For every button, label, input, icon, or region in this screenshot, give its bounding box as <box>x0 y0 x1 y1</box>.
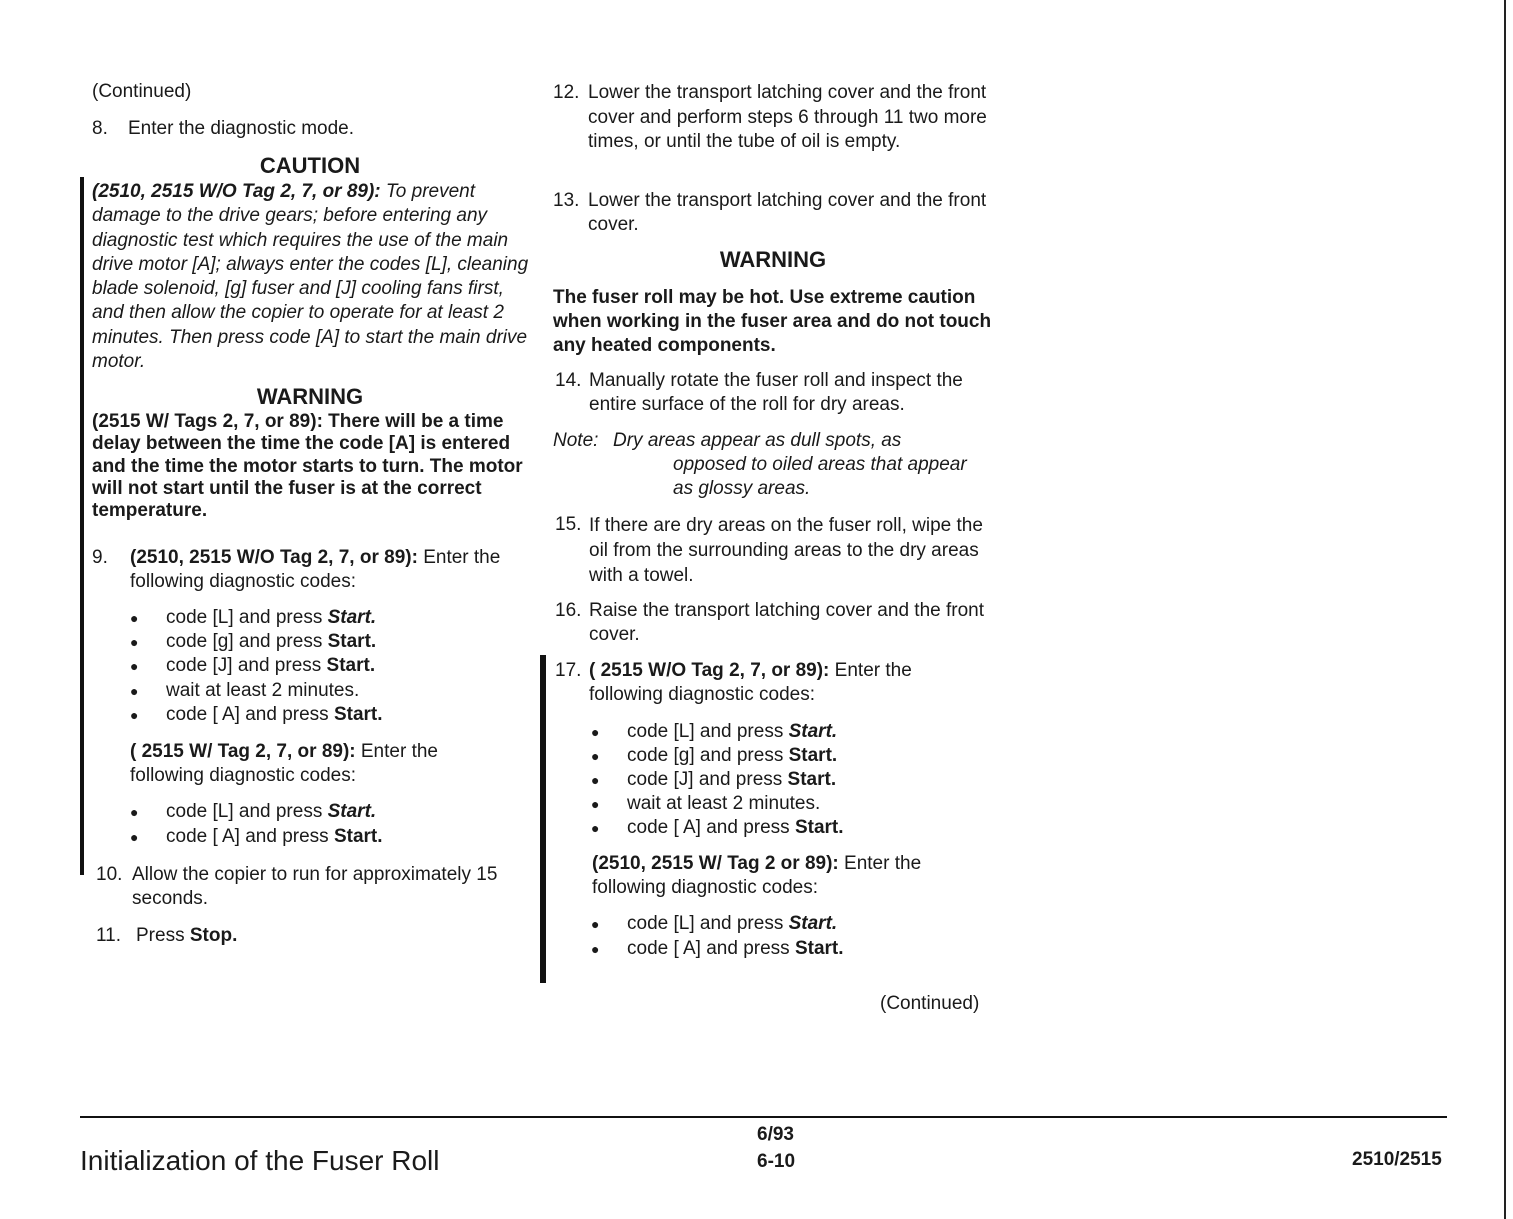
continued-top-label: (Continued) <box>92 81 192 102</box>
bullet-bold: Start. <box>787 769 837 790</box>
bullet-dot-icon: ● <box>591 748 600 764</box>
bullet-pre: code [ A] and press <box>627 817 795 838</box>
bullet-pre: code [J] and press <box>166 655 327 677</box>
step-number: 10. <box>96 864 123 885</box>
bullet-dot-icon: ● <box>591 820 600 836</box>
bullet-text <box>627 816 844 840</box>
warning-text-left: (2515 W/ Tags 2, 7, or 89): There will be a time delay between the time the code [A] is entered and the time the motor starts to turn. The motor will not start until the fuser is at the correct temperature. <box>92 411 523 522</box>
bullet-pre: code [ A] and press <box>627 937 795 959</box>
bullet-text <box>627 744 837 768</box>
step-text <box>130 546 530 594</box>
step-number: 14. <box>555 370 582 391</box>
footer-page-number: 6-10 <box>757 1151 796 1172</box>
step-text <box>589 659 969 707</box>
step-11-bold: Stop. <box>189 925 238 946</box>
step-number: 13. <box>553 190 580 211</box>
bullet-bold: Start. <box>794 817 844 838</box>
step-text: If there are dry areas on the fuser roll, wipe the oil from the surrounding areas to the dry areas with a towel. <box>589 515 983 586</box>
step-text: Raise the transport latching cover and the front cover. <box>589 600 985 645</box>
bullet-bold: Start. <box>794 937 844 959</box>
bullet-text <box>166 606 376 630</box>
bullet-text <box>166 630 376 654</box>
bullet-dot-icon: ● <box>591 772 600 788</box>
bullet-text <box>166 800 376 824</box>
bullet-text <box>627 768 836 792</box>
bullet-text <box>166 703 383 727</box>
bullet-pre: code [ A] and press <box>166 703 334 725</box>
warning-heading-left: WARNING <box>256 384 364 409</box>
step-9-sub-text: Enter the following diagnostic codes: <box>130 741 438 786</box>
bullet-dot-icon: ● <box>130 658 139 675</box>
bullet-pre: wait at least 2 minutes. <box>627 793 821 814</box>
step-9-sub-prefix: ( 2515 W/ Tag 2, 7, or 89): <box>130 741 356 762</box>
step-number: 15. <box>555 514 582 535</box>
bullet-dot-icon: ● <box>591 940 600 957</box>
bullet-bold: Start. <box>333 825 383 847</box>
bullet-dot-icon: ● <box>130 610 139 626</box>
step-11-pre: Press <box>136 925 190 946</box>
bullet-text <box>627 912 837 936</box>
step-text: Manually rotate the fuser roll and inspect the entire surface of the roll for dry areas. <box>589 370 963 415</box>
bullet-bold: Start. <box>326 655 376 677</box>
bullet-dot-icon: ● <box>591 796 600 812</box>
bullet-pre: code [L] and press <box>627 913 789 934</box>
warning-heading-right: WARNING <box>719 247 827 272</box>
bullet-text <box>627 792 820 816</box>
footer-model: 2510/2515 <box>1352 1149 1442 1170</box>
bullet-text <box>166 825 383 849</box>
page-edge-line <box>1504 0 1506 1219</box>
note-body: Dry areas appear as dull spots, as opposed to oiled areas that appear as glossy areas. <box>613 430 967 499</box>
step-text: Lower the transport latching cover and the front cover and perform steps 6 through 11 two more times, or until the tube of oil is empty. <box>588 82 987 152</box>
step-number: 11. <box>96 925 122 946</box>
continued-bottom-label: (Continued) <box>880 993 980 1014</box>
warning-text-right: The fuser roll may be hot. Use extreme caution when working in the fuser area and do not touch any heated components. <box>553 287 992 356</box>
bullet-pre: code [L] and press <box>166 801 328 822</box>
bullet-pre: code [L] and press <box>627 721 789 742</box>
step-text: Allow the copier to run for approximately 15 seconds. <box>132 864 498 909</box>
step-number: 16. <box>555 600 582 621</box>
change-bar-right <box>540 655 546 983</box>
step-9-text: Enter the following diagnostic codes: <box>130 547 501 592</box>
change-bar-left <box>80 177 84 875</box>
bullet-pre: wait at least 2 minutes. <box>166 679 360 701</box>
bullet-text <box>627 720 837 744</box>
step-text: Enter the diagnostic mode. <box>128 118 355 139</box>
bullet-dot-icon: ● <box>130 634 139 651</box>
bullet-pre: code [g] and press <box>627 745 789 766</box>
bullet-bold: Start. <box>327 607 377 628</box>
bullet-pre: code [J] and press <box>627 769 788 790</box>
bullet-text <box>166 679 359 703</box>
bullet-bold: Start. <box>327 801 377 822</box>
step-17-sub <box>592 852 972 900</box>
step-9-prefix: (2510, 2515 W/O Tag 2, 7, or 89): <box>130 547 418 568</box>
step-text <box>136 924 237 948</box>
bullet-dot-icon: ● <box>130 828 139 845</box>
bullet-dot-icon: ● <box>130 706 139 723</box>
step-17-sub-text: Enter the following diagnostic codes: <box>592 853 922 898</box>
note-text <box>613 429 973 501</box>
caution-text <box>92 180 532 374</box>
footer-date: 6/93 <box>757 1124 794 1145</box>
step-number: 17. <box>555 660 582 681</box>
bullet-dot-icon: ● <box>130 682 139 699</box>
step-17-prefix: ( 2515 W/O Tag 2, 7, or 89): <box>589 660 830 681</box>
step-number: 12. <box>553 82 580 103</box>
step-number: 9. <box>92 547 108 568</box>
bullet-dot-icon: ● <box>130 804 139 820</box>
footer-rule <box>80 1116 1447 1118</box>
bullet-text <box>166 654 375 678</box>
bullet-pre: code [L] and press <box>166 607 328 628</box>
bullet-bold: Start. <box>788 721 838 742</box>
step-number: 8. <box>92 118 108 139</box>
bullet-pre: code [g] and press <box>166 631 328 653</box>
caution-heading: CAUTION <box>259 153 361 178</box>
step-9-sub <box>130 740 510 788</box>
note-label: Note: <box>553 430 599 451</box>
bullet-bold: Start. <box>333 703 383 725</box>
bullet-bold: Start. <box>788 913 838 934</box>
step-text: Lower the transport latching cover and the front cover. <box>588 190 987 235</box>
bullet-text <box>627 937 844 961</box>
bullet-dot-icon: ● <box>591 916 600 932</box>
caution-prefix: (2510, 2515 W/O Tag 2, 7, or 89): <box>92 181 381 202</box>
bullet-bold: Start. <box>788 745 838 766</box>
step-17-sub-prefix: (2510, 2515 W/ Tag 2 or 89): <box>592 853 839 874</box>
bullet-pre: code [ A] and press <box>166 825 334 847</box>
bullet-bold: Start. <box>327 631 377 653</box>
footer-title: Initialization of the Fuser Roll <box>80 1145 440 1176</box>
step-17-text: Enter the following diagnostic codes: <box>589 660 912 705</box>
caution-body: To prevent damage to the drive gears; before entering any diagnostic test which requires the use of the main drive motor [A]; always enter the codes [L], cleaning blade solenoid, [g] fuser and [J] cooling fans first, and then allow the copier to operate for at least 2 minutes. Then press code [A] to start the main drive motor. <box>92 181 529 373</box>
bullet-dot-icon: ● <box>591 724 600 740</box>
